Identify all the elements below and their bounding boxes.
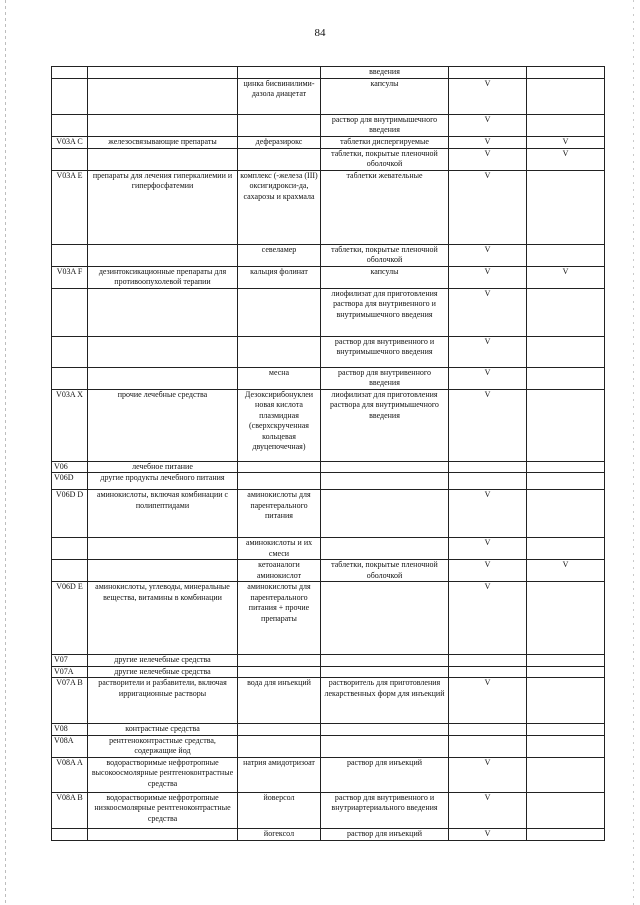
- atc-code-cell: V06D D: [52, 490, 88, 538]
- mark-column-2-cell: V: [527, 136, 605, 148]
- atc-code-cell: V03A F: [52, 266, 88, 288]
- dosage-form-cell: раствор для инъекций: [321, 828, 449, 840]
- anatomic-group-cell: [88, 78, 238, 114]
- table-row: [52, 389, 605, 461]
- anatomic-group-cell: растворители и разбавители, включая ирригационные растворы: [88, 678, 238, 724]
- mark-column-1-cell: V: [449, 336, 527, 367]
- mark-column-2-cell: [527, 828, 605, 840]
- dosage-form-cell: [321, 735, 449, 757]
- mark-column-2-cell: [527, 389, 605, 461]
- anatomic-group-cell: [88, 828, 238, 840]
- table-row: [52, 288, 605, 336]
- inn-cell: вода для инъекций: [238, 678, 321, 724]
- mark-column-2-cell: [527, 582, 605, 655]
- inn-cell: йоверсол: [238, 792, 321, 828]
- dosage-form-cell: раствор для инъекций: [321, 757, 449, 792]
- anatomic-group-cell: препараты для лечения гиперкалиемии и гиперфосфатемии: [88, 170, 238, 244]
- mark-column-1-cell: V: [449, 244, 527, 266]
- atc-code-cell: [52, 828, 88, 840]
- anatomic-group-cell: [88, 148, 238, 170]
- inn-cell: [238, 666, 321, 678]
- atc-code-cell: V08: [52, 724, 88, 736]
- dosage-form-cell: введения: [321, 67, 449, 79]
- dosage-form-cell: [321, 724, 449, 736]
- atc-code-cell: V07A: [52, 666, 88, 678]
- mark-column-1-cell: V: [449, 114, 527, 136]
- mark-column-1-cell: V: [449, 828, 527, 840]
- dosage-form-cell: [321, 538, 449, 560]
- mark-column-1-cell: V: [449, 78, 527, 114]
- mark-column-1-cell: V: [449, 266, 527, 288]
- dosage-form-cell: [321, 666, 449, 678]
- atc-code-cell: V07: [52, 655, 88, 667]
- atc-code-cell: V07A B: [52, 678, 88, 724]
- mark-column-2-cell: [527, 244, 605, 266]
- anatomic-group-cell: аминокислоты, углеводы, минеральные вещества, витамины в комбинации: [88, 582, 238, 655]
- dosage-form-cell: [321, 490, 449, 538]
- atc-code-cell: [52, 78, 88, 114]
- anatomic-group-cell: железосвязывающие препараты: [88, 136, 238, 148]
- mark-column-2-cell: [527, 367, 605, 389]
- dosage-form-cell: таблетки жевательные: [321, 170, 449, 244]
- table-row: [52, 678, 605, 724]
- anatomic-group-cell: другие нелечебные средства: [88, 666, 238, 678]
- table-row: [52, 757, 605, 792]
- mark-column-2-cell: [527, 78, 605, 114]
- table-row: [52, 461, 605, 473]
- dosage-form-cell: [321, 473, 449, 490]
- table-row: [52, 666, 605, 678]
- scan-edge-right: [633, 0, 634, 905]
- atc-code-cell: [52, 67, 88, 79]
- anatomic-group-cell: другие нелечебные средства: [88, 655, 238, 667]
- table-row: [52, 78, 605, 114]
- atc-code-cell: V06: [52, 461, 88, 473]
- mark-column-2-cell: [527, 490, 605, 538]
- dosage-form-cell: раствор для внутримышечного введения: [321, 114, 449, 136]
- dosage-form-cell: растворитель для приготовления лекарственных форм для инъекций: [321, 678, 449, 724]
- inn-cell: [238, 473, 321, 490]
- table-row: [52, 655, 605, 667]
- mark-column-1-cell: V: [449, 560, 527, 582]
- mark-column-1-cell: V: [449, 288, 527, 336]
- mark-column-2-cell: V: [527, 266, 605, 288]
- mark-column-1-cell: [449, 724, 527, 736]
- anatomic-group-cell: [88, 336, 238, 367]
- mark-column-2-cell: [527, 792, 605, 828]
- dosage-form-cell: раствор для внутривенного и внутриартериального введения: [321, 792, 449, 828]
- inn-cell: кальция фолинат: [238, 266, 321, 288]
- atc-code-cell: V08A: [52, 735, 88, 757]
- mark-column-2-cell: [527, 473, 605, 490]
- inn-cell: аминокислоты и их смеси: [238, 538, 321, 560]
- anatomic-group-cell: [88, 244, 238, 266]
- mark-column-1-cell: V: [449, 538, 527, 560]
- atc-code-cell: [52, 244, 88, 266]
- mark-column-1-cell: V: [449, 148, 527, 170]
- mark-column-2-cell: V: [527, 148, 605, 170]
- mark-column-1-cell: [449, 461, 527, 473]
- anatomic-group-cell: водорастворимые нефротропные высокоосмолярные рентгеноконтрастные средства: [88, 757, 238, 792]
- page-number: 84: [314, 27, 326, 39]
- inn-cell: Дезоксирибонуклеи новая кислота плазмидная (сверхскрученная кольцевая двуцепочечная): [238, 389, 321, 461]
- anatomic-group-cell: [88, 538, 238, 560]
- mark-column-2-cell: [527, 288, 605, 336]
- mark-column-2-cell: [527, 735, 605, 757]
- anatomic-group-cell: [88, 288, 238, 336]
- inn-cell: йогексол: [238, 828, 321, 840]
- mark-column-2-cell: [527, 678, 605, 724]
- table-row: [52, 538, 605, 560]
- atc-code-cell: V03A E: [52, 170, 88, 244]
- mark-column-2-cell: [527, 538, 605, 560]
- inn-cell: месна: [238, 367, 321, 389]
- table-row: [52, 724, 605, 736]
- mark-column-2-cell: [527, 336, 605, 367]
- mark-column-2-cell: [527, 170, 605, 244]
- atc-code-cell: [52, 367, 88, 389]
- inn-cell: [238, 655, 321, 667]
- anatomic-group-cell: аминокислоты, включая комбинации с полипептидами: [88, 490, 238, 538]
- table-row: [52, 244, 605, 266]
- anatomic-group-cell: [88, 560, 238, 582]
- mark-column-1-cell: V: [449, 757, 527, 792]
- atc-code-cell: [52, 538, 88, 560]
- dosage-form-cell: раствор для внутривенного и внутримышечного введения: [321, 336, 449, 367]
- table-row: [52, 792, 605, 828]
- table-row: [52, 136, 605, 148]
- mark-column-1-cell: V: [449, 490, 527, 538]
- mark-column-2-cell: [527, 724, 605, 736]
- anatomic-group-cell: дезинтоксикационные препараты для противоопухолевой терапии: [88, 266, 238, 288]
- inn-cell: кетоаналоги аминокислот: [238, 560, 321, 582]
- table-row: [52, 473, 605, 490]
- dosage-form-cell: таблетки, покрытые пленочной оболочкой: [321, 148, 449, 170]
- table-row: [52, 170, 605, 244]
- dosage-form-cell: таблетки, покрытые пленочной оболочкой: [321, 244, 449, 266]
- anatomic-group-cell: [88, 114, 238, 136]
- dosage-form-cell: раствор для внутривенного введения: [321, 367, 449, 389]
- table-row: [52, 582, 605, 655]
- dosage-form-cell: лиофилизат для приготовления раствора для внутривенного и внутримышечного введения: [321, 288, 449, 336]
- anatomic-group-cell: рентгеноконтрастные средства, содержащие йод: [88, 735, 238, 757]
- anatomic-group-cell: другие продукты лечебного питания: [88, 473, 238, 490]
- inn-cell: аминокислоты для парентерального питания + прочие препараты: [238, 582, 321, 655]
- anatomic-group-cell: водорастворимые нефротропные низкоосмолярные рентгеноконтрастные средства: [88, 792, 238, 828]
- inn-cell: комплекс (-железа (III) оксигидрокси-да, сахарозы и крахмала: [238, 170, 321, 244]
- inn-cell: [238, 735, 321, 757]
- inn-cell: цинка бисвинилими-дазола диацетат: [238, 78, 321, 114]
- atc-code-cell: [52, 148, 88, 170]
- table-row: [52, 490, 605, 538]
- dosage-form-cell: капсулы: [321, 266, 449, 288]
- atc-code-cell: [52, 114, 88, 136]
- inn-cell: [238, 336, 321, 367]
- atc-code-cell: V06D: [52, 473, 88, 490]
- table-row: [52, 148, 605, 170]
- atc-code-cell: V08A A: [52, 757, 88, 792]
- mark-column-1-cell: V: [449, 367, 527, 389]
- drug-list-table: [51, 66, 605, 841]
- dosage-form-cell: [321, 655, 449, 667]
- mark-column-1-cell: V: [449, 170, 527, 244]
- inn-cell: аминокислоты для парентерального питания: [238, 490, 321, 538]
- atc-code-cell: [52, 336, 88, 367]
- mark-column-1-cell: [449, 666, 527, 678]
- atc-code-cell: V08A B: [52, 792, 88, 828]
- table-row: [52, 367, 605, 389]
- table-row: [52, 560, 605, 582]
- atc-code-cell: [52, 560, 88, 582]
- mark-column-1-cell: [449, 473, 527, 490]
- mark-column-1-cell: V: [449, 678, 527, 724]
- anatomic-group-cell: [88, 367, 238, 389]
- atc-code-cell: V03A С: [52, 136, 88, 148]
- table-row: [52, 266, 605, 288]
- anatomic-group-cell: [88, 67, 238, 79]
- dosage-form-cell: таблетки диспергируемые: [321, 136, 449, 148]
- dosage-form-cell: [321, 582, 449, 655]
- anatomic-group-cell: лечебное питание: [88, 461, 238, 473]
- mark-column-2-cell: [527, 114, 605, 136]
- mark-column-1-cell: [449, 67, 527, 79]
- inn-cell: [238, 148, 321, 170]
- inn-cell: [238, 461, 321, 473]
- mark-column-2-cell: [527, 461, 605, 473]
- dosage-form-cell: капсулы: [321, 78, 449, 114]
- mark-column-2-cell: [527, 655, 605, 667]
- table-row: [52, 114, 605, 136]
- inn-cell: [238, 724, 321, 736]
- table-row: [52, 67, 605, 79]
- atc-code-cell: [52, 288, 88, 336]
- table-body: [52, 67, 605, 841]
- anatomic-group-cell: контрастные средства: [88, 724, 238, 736]
- table-row: [52, 336, 605, 367]
- atc-code-cell: V06D E: [52, 582, 88, 655]
- anatomic-group-cell: прочие лечебные средства: [88, 389, 238, 461]
- mark-column-1-cell: V: [449, 582, 527, 655]
- table-row: [52, 735, 605, 757]
- mark-column-1-cell: V: [449, 389, 527, 461]
- inn-cell: [238, 288, 321, 336]
- inn-cell: севеламер: [238, 244, 321, 266]
- mark-column-1-cell: [449, 735, 527, 757]
- mark-column-1-cell: [449, 655, 527, 667]
- mark-column-1-cell: V: [449, 792, 527, 828]
- mark-column-2-cell: [527, 67, 605, 79]
- dosage-form-cell: [321, 461, 449, 473]
- mark-column-1-cell: V: [449, 136, 527, 148]
- inn-cell: натрия амидотризоат: [238, 757, 321, 792]
- atc-code-cell: V03A X: [52, 389, 88, 461]
- scan-edge-left: [5, 0, 6, 905]
- dosage-form-cell: лиофилизат для приготовления раствора для внутримышечного введения: [321, 389, 449, 461]
- inn-cell: деферазирокс: [238, 136, 321, 148]
- mark-column-2-cell: [527, 757, 605, 792]
- mark-column-2-cell: V: [527, 560, 605, 582]
- inn-cell: [238, 114, 321, 136]
- table-row: [52, 828, 605, 840]
- inn-cell: [238, 67, 321, 79]
- mark-column-2-cell: [527, 666, 605, 678]
- dosage-form-cell: таблетки, покрытые пленочной оболочкой: [321, 560, 449, 582]
